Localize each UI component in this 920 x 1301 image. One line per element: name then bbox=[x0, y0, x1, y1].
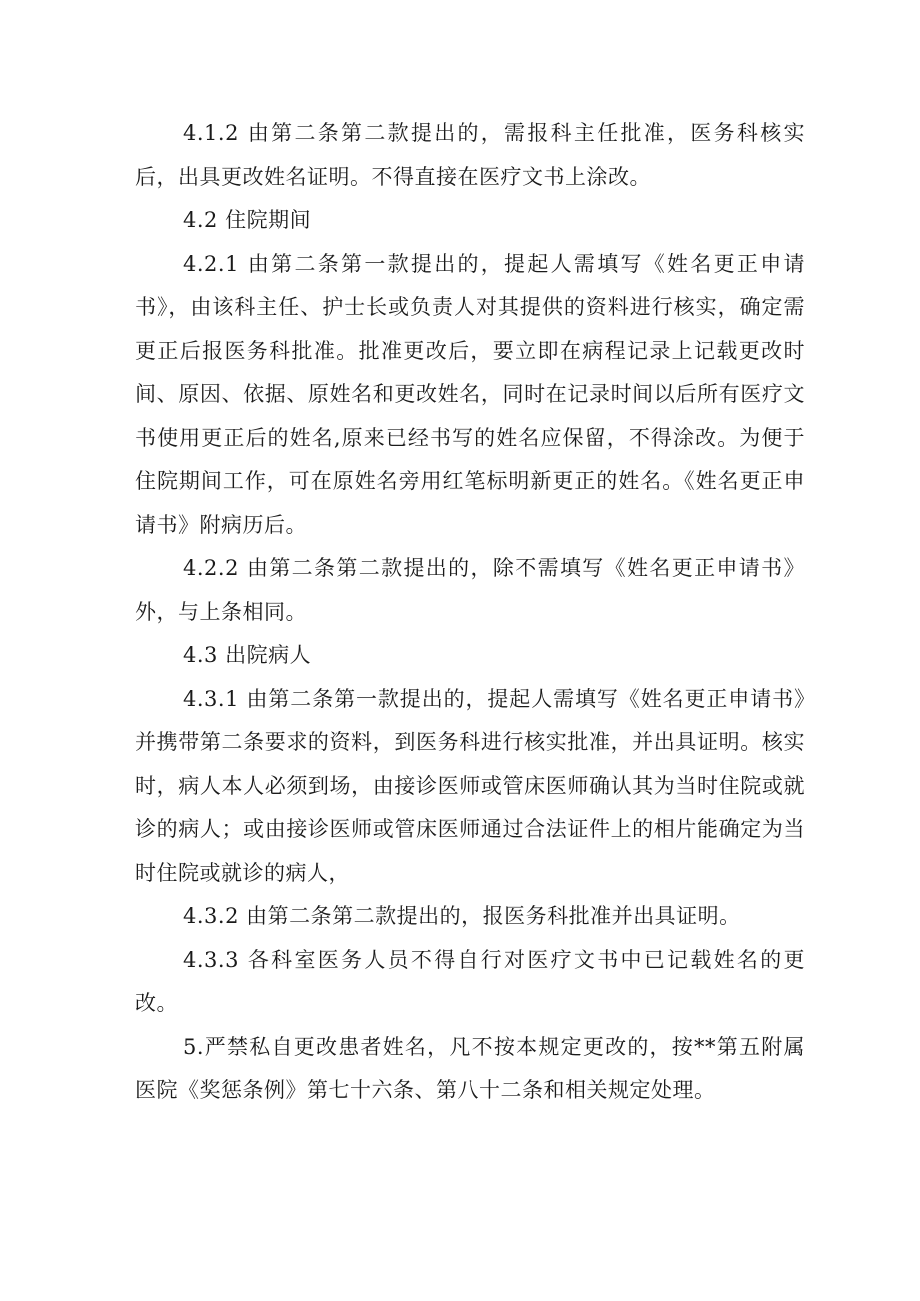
heading-4-3: 4.3 出院病人 bbox=[183, 643, 312, 667]
paragraph-4-3-2: 4.3.2 由第二条第二款提出的，报医务科批准并出具证明。 bbox=[183, 904, 741, 928]
paragraph-4-3-1: 4.3.1 由第二条第一款提出的，提起人需填写《姓名更正申请书》并携带第二条要求的资料，到医务科进行核实批准，并出具证明。核实时，病人本人必须到场，由接诊医师或管床医师确认其为当时住院或就诊的病人；或由接诊医师或管床医师通过合法证件上的相片能确定为当时住院或就诊的病人， bbox=[135, 686, 805, 885]
document-body bbox=[135, 112, 805, 1113]
paragraph-4-2-2: 4.2.2 由第二条第二款提出的，除不需填写《姓名更正申请书》外，与上条相同。 bbox=[135, 556, 805, 624]
paragraph-4-3-3: 4.3.3 各科室医务人员不得自行对医疗文书中已记载姓名的更改。 bbox=[135, 947, 805, 1015]
paragraph-4-2-1: 4.2.1 由第二条第一款提出的，提起人需填写《姓名更正申请书》，由该科主任、护士长或负责人对其提供的资料进行核实，确定需更正后报医务科批准。批准更改后，要立即在病程记录上记载更改时间、原因、依据、原姓名和更改姓名，同时在记录时间以后所有医疗文书使用更正后的姓名,原来已经书写的姓名应保留，不得涂改。为便于住院期间工作，可在原姓名旁用红笔标明新更正的姓名。《姓名更正申请书》附病历后。 bbox=[135, 251, 805, 537]
paragraph-4-1-2: 4.1.2 由第二条第二款提出的，需报科主任批准，医务科核实后，出具更改姓名证明。不得直接在医疗文书上涂改。 bbox=[135, 121, 805, 189]
paragraph-5: 5.严禁私自更改患者姓名，凡不按本规定更改的，按**第五附属医院《奖惩条例》第七十六条、第八十二条和相关规定处理。 bbox=[135, 1034, 805, 1102]
heading-4-2: 4.2 住院期间 bbox=[183, 208, 312, 232]
